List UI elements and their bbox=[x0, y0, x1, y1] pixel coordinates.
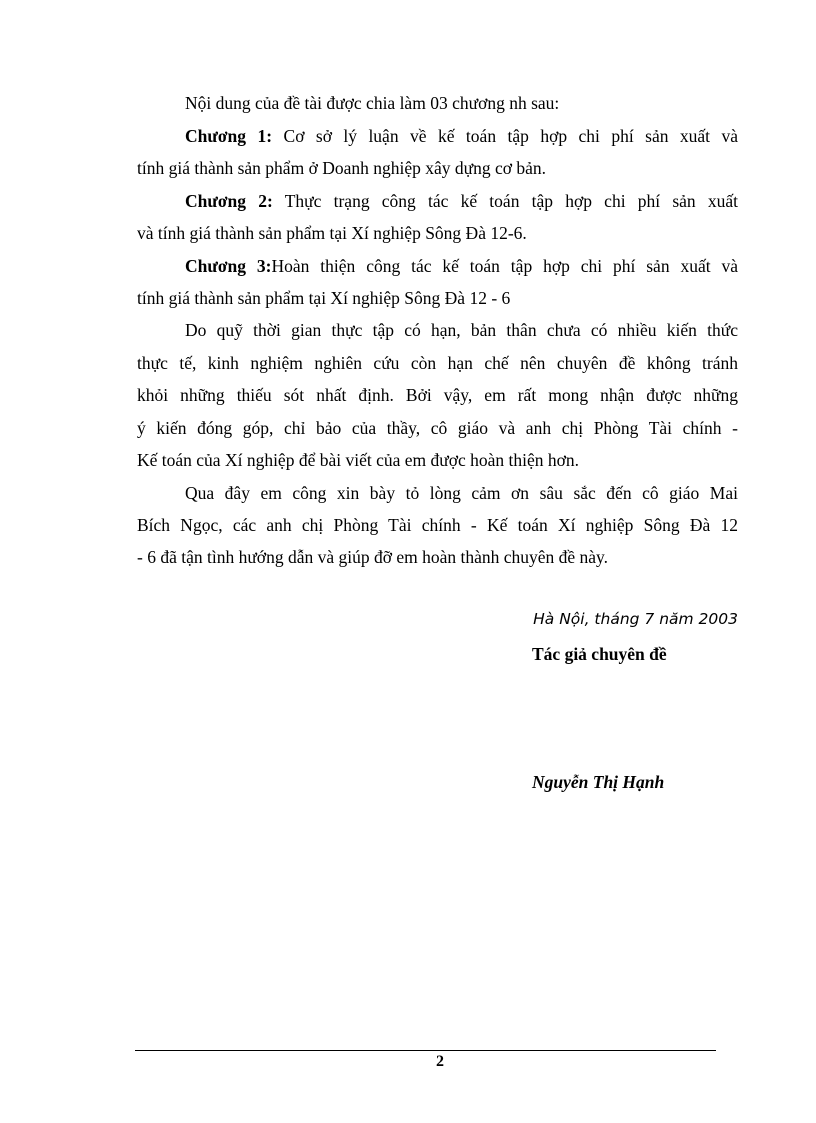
chapter-3-label: Chương 3: bbox=[185, 256, 272, 276]
paragraph-line: khỏi những thiếu sót nhất định. Bởi vậy, em rất mong nhận được những bbox=[137, 385, 738, 405]
chapter-2-line-2: và tính giá thành sản phẩm tại Xí nghiệp Sông Đà 12-6. bbox=[137, 223, 527, 243]
paragraph-line: Qua đây em công xin bày tỏ lòng cảm ơn sâu sắc đến cô giáo Mai bbox=[185, 483, 738, 503]
paragraph-line: Bích Ngọc, các anh chị Phòng Tài chính - Kế toán Xí nghiệp Sông Đà 12 bbox=[137, 515, 738, 535]
page-number: 2 bbox=[436, 1053, 444, 1070]
chapter-3-text: Hoàn thiện công tác kế toán tập hợp chi phí sản xuất và bbox=[271, 256, 738, 276]
paragraph-line: ý kiến đóng góp, chỉ bảo của thầy, cô giáo và anh chị Phòng Tài chính - bbox=[137, 418, 738, 438]
chapter-1-label: Chương 1: bbox=[185, 126, 273, 146]
paragraph-line: Kế toán của Xí nghiệp để bài viết của em được hoàn thiện hơn. bbox=[137, 450, 580, 470]
signature-role: Tác giả chuyên đề bbox=[532, 644, 667, 664]
chapter-2-text: Thực trạng công tác kế toán tập hợp chi phí sản xuất bbox=[272, 191, 738, 211]
chapter-1-text: Cơ sở lý luận về kế toán tập hợp chi phí sản xuất và bbox=[272, 126, 739, 146]
intro-line: Nội dung của đề tài được chia làm 03 chương nh sau: bbox=[185, 93, 560, 113]
signature-date: Hà Nội, tháng 7 năm 2003 bbox=[533, 610, 738, 628]
paragraph-line: Do quỹ thời gian thực tập có hạn, bản thân chưa có nhiều kiến thức bbox=[185, 320, 738, 340]
paragraph-line: thực tế, kinh nghiệm nghiên cứu còn hạn chế nên chuyên đề không tránh bbox=[137, 353, 738, 373]
chapter-1-line-2: tính giá thành sản phẩm ở Doanh nghiệp xây dựng cơ bản. bbox=[137, 158, 547, 178]
signature-name: Nguyễn Thị Hạnh bbox=[532, 772, 665, 792]
chapter-2-line bbox=[185, 191, 738, 211]
paragraph-line: - 6 đã tận tình hướng dẫn và giúp đỡ em hoàn thành chuyên đề này. bbox=[137, 547, 609, 567]
chapter-2-label: Chương 2: bbox=[185, 191, 273, 211]
footer-divider bbox=[135, 1050, 716, 1051]
chapter-3-line bbox=[185, 256, 738, 276]
chapter-3-line-2: tính giá thành sản phẩm tại Xí nghiệp Sông Đà 12 - 6 bbox=[137, 288, 511, 308]
chapter-1-line bbox=[185, 126, 738, 146]
